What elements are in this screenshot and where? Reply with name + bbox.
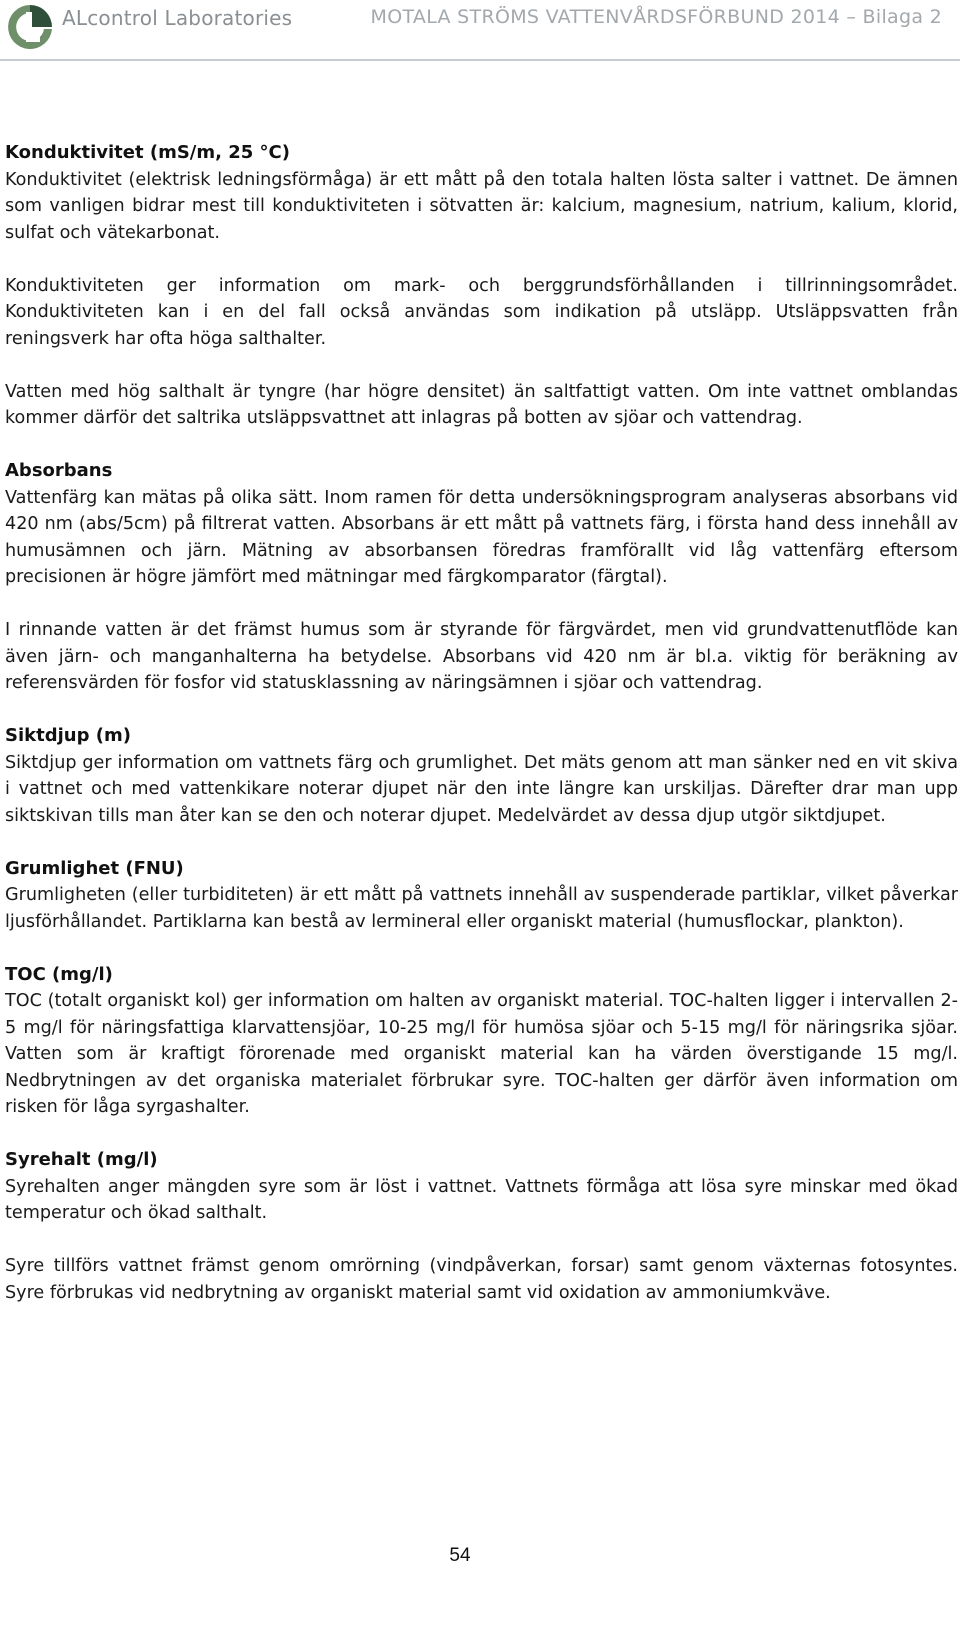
section-heading: Konduktivitet (mS/m, 25 °C)	[5, 142, 290, 163]
paragraph: Konduktiviteten ger information om mark- och berggrundsförhållanden i tillrinningsområdet. Konduktiviteten kan i en del fall också användas som indikation på utsläpp. Utsläppsvatten från reningsverk har ofta höga salthalter.	[5, 275, 958, 349]
section-toc	[5, 962, 958, 1121]
section-syrehalt	[5, 1147, 958, 1306]
paragraph: Vattenfärg kan mätas på olika sätt. Inom ramen för detta undersökningsprogram analyseras absorbans vid 420 nm (abs/5cm) på filtrerat vatten. Absorbans är ett mått på vattnets färg, i första hand dess innehåll av humusämnen och järn. Mätning av absorbansen föredras framförallt vid låg vattenfärg eftersom precisionen är högre jämfört med mätningar med färgkomparator (färgtal).	[5, 487, 958, 587]
section-heading: TOC (mg/l)	[5, 963, 113, 985]
section-heading: Grumlighet (FNU)	[5, 857, 184, 879]
alcontrol-logo-icon	[4, 2, 56, 52]
brand-name: ALcontrol Laboratories	[62, 6, 293, 30]
paragraph: TOC (totalt organiskt kol) ger information om halten av organiskt material. TOC-halten ligger i intervallen 2-5 mg/l för näringsfattiga klarvattensjöar, 10-25 mg/l för humösa sjöar och 5-15 mg/l för näringsrika sjöar. Vatten som är kraftigt förorenade med organiskt material kan ha värden överstigande 15 mg/l. Nedbrytningen av det organiska materialet förbrukar syre. TOC-halten ger därför även information om risken för låga syrgashalter.	[5, 991, 958, 1117]
paragraph: Syrehalten anger mängden syre som är löst i vattnet. Vattnets förmåga att lösa syre minskar med ökad temperatur och ökad salthalt.	[5, 1176, 958, 1223]
document-title: MOTALA STRÖMS VATTENVÅRDSFÖRBUND 2014 – Bilaga 2	[370, 6, 942, 28]
paragraph: Grumligheten (eller turbiditeten) är ett mått på vattnets innehåll av suspenderade partiklar, vilket påverkar ljusförhållandet. Partiklarna kan bestå av lermineral eller organiskt material (humusflockar, plankton).	[5, 885, 958, 932]
paragraph: Konduktivitet (elektrisk ledningsförmåga) är ett mått på den totala halten lösta salter i vattnet. De ämnen som vanligen bidrar mest till konduktiviteten i sötvatten är: kalcium, magnesium, natrium, kalium, klorid, sulfat och vätekarbonat.	[5, 169, 958, 243]
section-absorbans	[5, 458, 958, 697]
section-heading: Siktdjup (m)	[5, 725, 131, 746]
section-konduktivitet	[5, 140, 958, 432]
section-heading: Absorbans	[5, 460, 113, 481]
paragraph: I rinnande vatten är det främst humus som är styrande för färgvärdet, men vid grundvattenutflöde kan även järn- och manganhalterna ha betydelse. Absorbans vid 420 nm är bl.a. viktig för beräkning av referensvärden för fosfor vid statusklassning av näringsämnen i sjöar och vattendrag.	[5, 620, 958, 693]
section-heading: Syrehalt (mg/l)	[5, 1149, 158, 1170]
paragraph: Vatten med hög salthalt är tyngre (har högre densitet) än saltfattigt vatten. Om inte vattnet omblandas kommer därför det saltrika utsläppsvattnet att inlagras på botten av sjöar och vattendrag.	[5, 381, 958, 428]
page-header	[0, 0, 960, 62]
section-siktdjup	[5, 723, 958, 829]
main-content	[5, 140, 958, 1333]
section-grumlighet	[5, 856, 958, 936]
header-divider	[0, 59, 960, 61]
paragraph: Syre tillförs vattnet främst genom omrörning (vindpåverkan, forsar) samt genom växternas fotosyntes. Syre förbrukas vid nedbrytning av organiskt material samt vid oxidation av ammoniumkväve.	[5, 1256, 958, 1303]
paragraph: Siktdjup ger information om vattnets färg och grumlighet. Det mäts genom att man sänker ned en vit skiva i vattnet och med vattenkikare noterar djupet när den inte längre kan urskiljas. Därefter drar man upp siktskivan tills man åter kan se den och noterar djupet. Medelvärdet av dessa djup utgör siktdjupet.	[5, 752, 958, 826]
page-number: 54	[449, 1545, 471, 1566]
